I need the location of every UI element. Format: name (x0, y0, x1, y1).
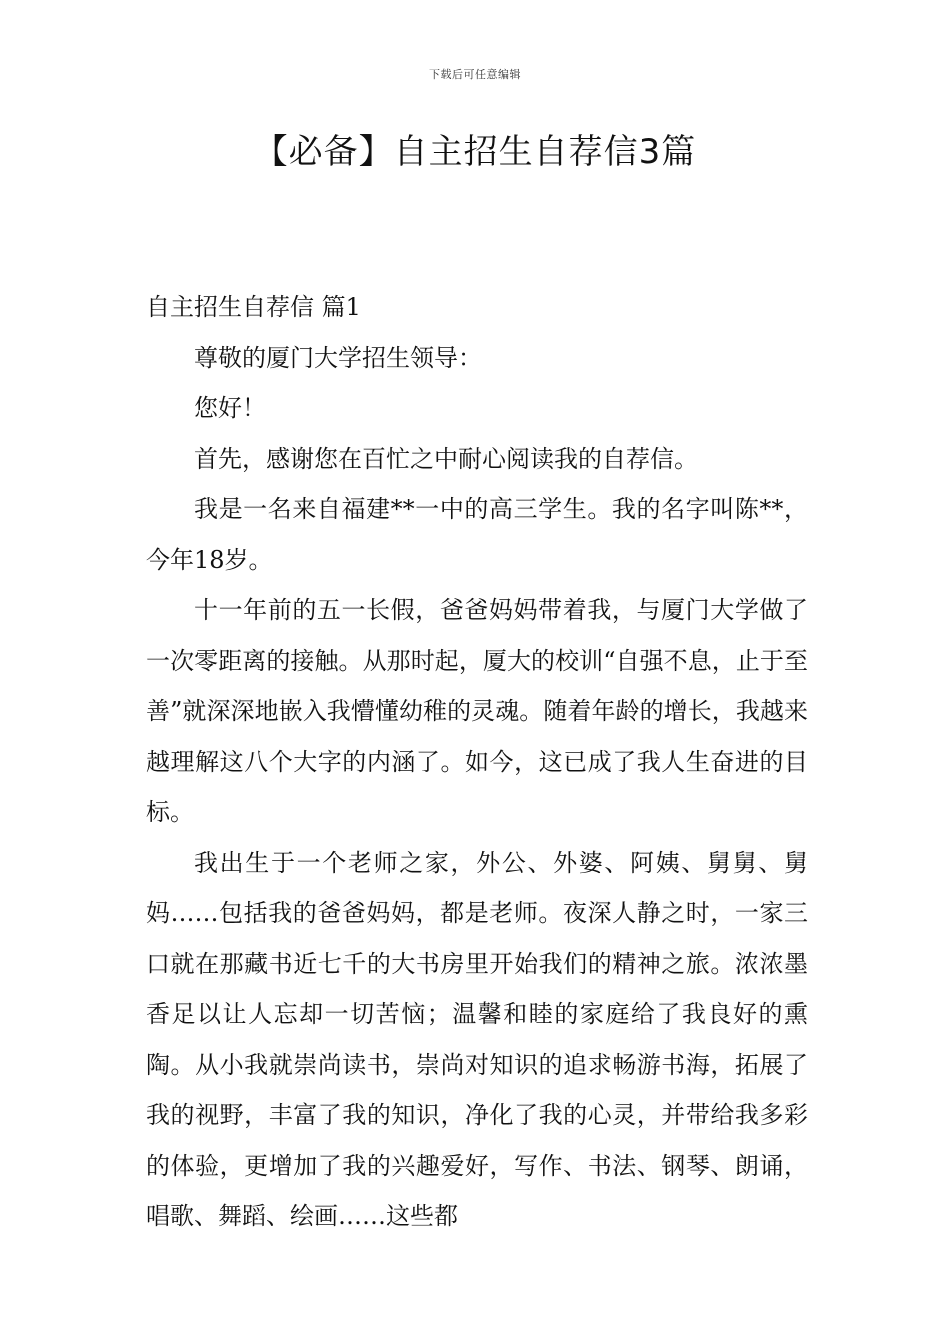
document-title: 【必备】自主招生自荐信3篇 (253, 132, 697, 172)
thanks-paragraph: 首先，感谢您在百忙之中耐心阅读我的自荐信。 (194, 444, 698, 473)
salutation-paragraph: 尊敬的厦门大学招生领导： (194, 343, 482, 372)
intro-paragraph: 我是一名来自福建**一中的高三学生。我的名字叫陈**，今年18岁。 (146, 495, 808, 574)
memory-paragraph: 十一年前的五一长假，爸爸妈妈带着我，与厦门大学做了一次零距离的接触。从那时起，厦大的校训“自强不息，止于至善”就深深地嵌入我懵懂幼稚的灵魂。随着年龄的增长，我越来越理解这八个大字的内涵了。如今，这已成了我人生奋进的目标。 (146, 596, 808, 826)
header-note: 下载后可任意编辑 (429, 68, 521, 81)
section-heading: 自主招生自荐信 篇1 (146, 293, 361, 321)
family-paragraph: 我出生于一个老师之家，外公、外婆、阿姨、舅舅、舅妈……包括我的爸爸妈妈，都是老师。夜深人静之时，一家三口就在那藏书近七千的大书房里开始我们的精神之旅。浓浓墨香足以让人忘却一切苦恼；温馨和睦的家庭给了我良好的熏陶。从小我就崇尚读书，崇尚对知识的追求畅游书海，拓展了我的视野，丰富了我的知识，净化了我的心灵，并带给我多彩的体验，更增加了我的兴趣爱好，写作、书法、钢琴、朗诵，唱歌、舞蹈、绘画……这些都 (146, 848, 808, 1230)
greeting-paragraph: 您好！ (194, 394, 266, 422)
document-body (146, 282, 808, 1242)
